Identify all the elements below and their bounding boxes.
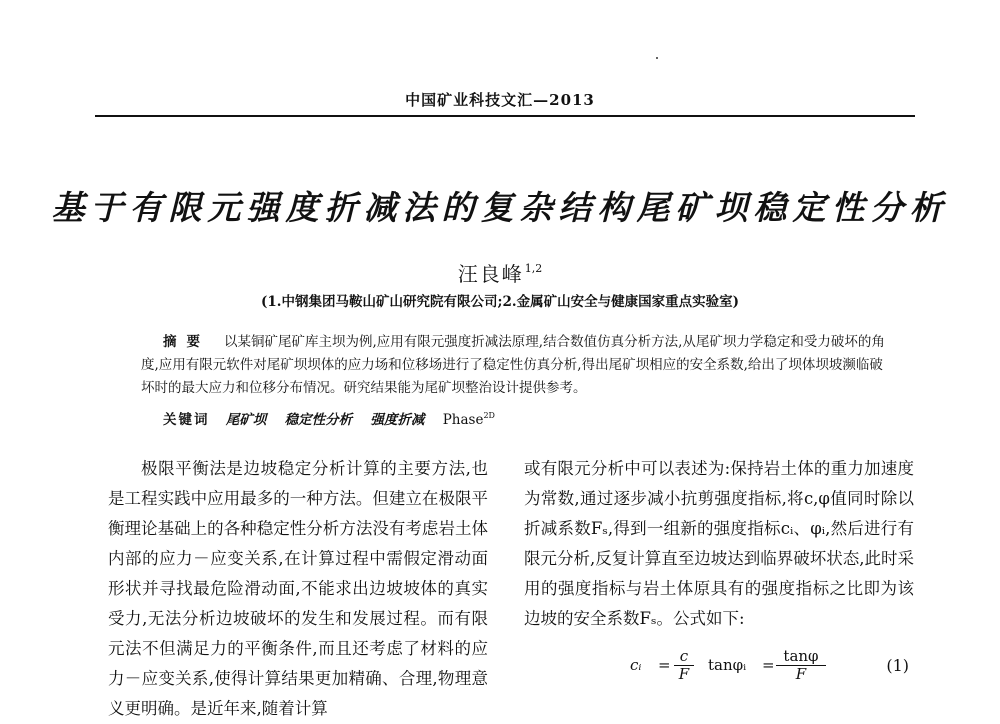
formula-lhs-tan: tanφᵢ [708,656,747,674]
formula-fraction-tan [776,648,826,683]
header-rule [95,115,915,117]
formula-fraction-c [674,648,694,683]
formula-denominator: F [795,665,807,683]
running-header: 中国矿业科技文汇—2013 [405,91,595,109]
abstract-text: 以某铜矿尾矿库主坝为例,应用有限元强度折减法原理,结合数值仿真分析方法,从尾矿坝力学稳定和受力破坏的角度,应用有限元软件对尾矿坝坝体的应力场和位移场进行了稳定性仿真分析,得出尾矿坝相应的安全系数,给出了坝体坝坡濒临破坏时的最大应力和位移分布情况。研究结果能为尾矿坝整治设计提供参考。 [141,334,885,396]
affiliation: (1.中钢集团马鞍山矿山研究院有限公司;2.金属矿山安全与健康国家重点实验室) [261,294,739,310]
author-name: 汪良峰 [457,262,524,286]
formula-numerator: tanφ [783,647,819,665]
keywords-block [163,406,883,430]
abstract-block [141,331,886,400]
author-line [0,258,1000,287]
formula-numerator: c [679,647,689,665]
keyword: 强度折减 [370,412,425,428]
abstract-label: 摘要 [163,334,210,350]
formula-equals: = [762,656,775,674]
keyword-software-sup: 2D [483,411,495,420]
author-affil-sup: 1,2 [524,262,543,275]
body-right-column [524,454,914,634]
keyword-software: Phase [442,412,484,428]
keyword: 稳定性分析 [284,412,353,428]
equation-1 [600,648,915,682]
equation-number: (1) [886,656,909,675]
formula-denominator: F [678,665,690,683]
body-paragraph: 或有限元分析中可以表述为:保持岩土体的重力加速度为常数,通过逐步减小抗剪强度指标,将c,φ值同时除以折减系数Fₛ,得到一组新的强度指标cᵢ、φᵢ,然后进行有限元分析,反复计算直至边坡达到临界破坏状态,此时采用的强度指标与岩土体原具有的强度指标之比即为该边坡的安全系数Fₛ。公式如下: [524,459,914,628]
formula-lhs-c: cᵢ [630,656,642,674]
body-left-column [108,454,488,718]
keywords-label: 关键词 [163,412,210,428]
formula-equals: = [658,656,671,674]
keyword: 尾矿坝 [225,412,267,428]
body-paragraph: 极限平衡法是边坡稳定分析计算的主要方法,也是工程实践中应用最多的一种方法。但建立在极限平衡理论基础上的各种稳定性分析方法没有考虑岩土体内部的应力－应变关系,在计算过程中需假定滑动面形状并寻找最危险滑动面,不能求出边坡坡体的真实受力,无法分析边坡破坏的发生和发展过程。而有限元法不但满足力的平衡条件,而且还考虑了材料的应力－应变关系,使得计算结果更加精确、合理,物理意义更明确。是近年来,随着计算 [108,459,488,718]
paper-title: 基于有限元强度折减法的复杂结构尾矿坝稳定性分析 [51,188,949,227]
scan-speck [656,57,658,59]
